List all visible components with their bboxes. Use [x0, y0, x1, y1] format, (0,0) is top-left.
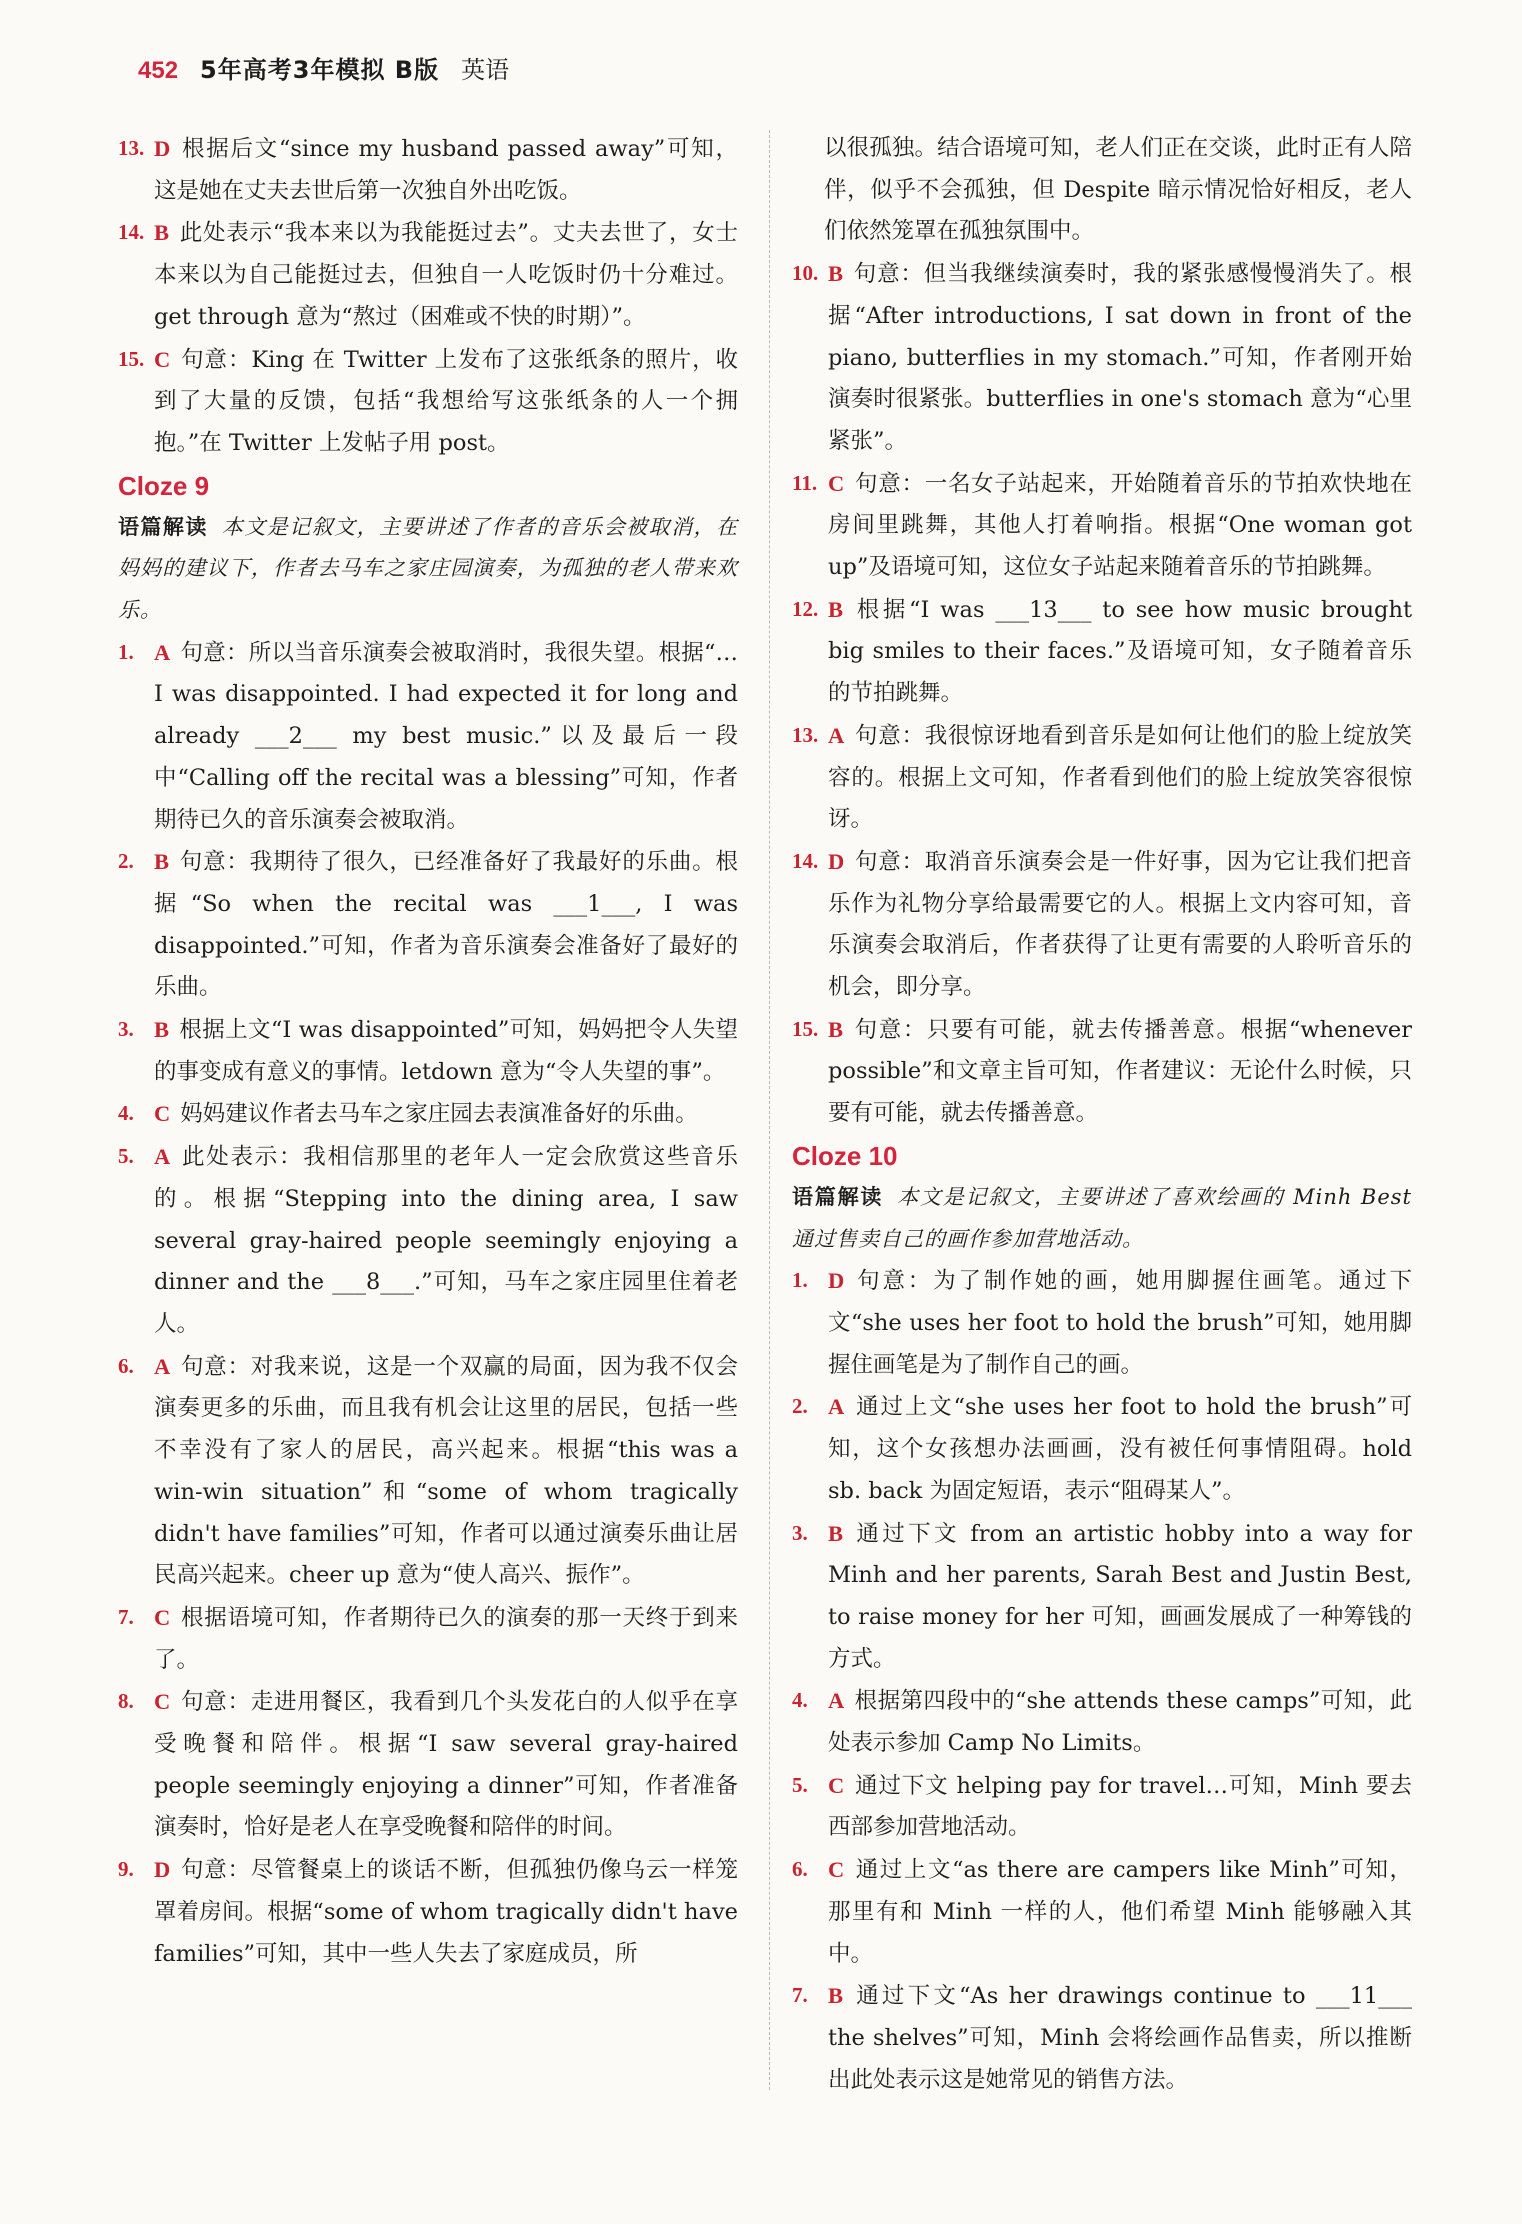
item-number: 7.: [118, 1604, 134, 1629]
reading-intro: [118, 507, 738, 632]
explanation-text: 句意：走进用餐区，我看到几个头发花白的人似乎在享受晚餐和陪伴。根据“I saw several gray-haired people seemingly enjoying a dinner”可知，作者准备演奏时，恰好是老人在享受晚餐和陪伴的时间。: [154, 1689, 738, 1841]
section-title-cloze-9: Cloze 9: [118, 470, 210, 501]
page-number: 452: [138, 57, 179, 84]
item-number: 4.: [792, 1688, 808, 1713]
explanation-text: 通过下文“As her drawings continue to ___11___ the shelves”可知，Minh 会将绘画作品售卖，所以推断出此处表示这是她常见的销售方法。: [828, 1983, 1412, 2093]
explanation-text: 句意：我期待了很久，已经准备好了我最好的乐曲。根据“So when the recital was ___1___, I was disappointed.”可知，作者为音乐演奏会准备好了最好的乐曲。: [154, 849, 738, 1001]
explanation-text: 通过下文 helping pay for travel…可知，Minh 要去西部参加营地活动。: [828, 1772, 1412, 1841]
explanation-text: 通过上文“as there are campers like Minh”可知，那里有和 Minh 一样的人，他们希望 Minh 能够融入其中。: [828, 1857, 1412, 1967]
explanation-text: 句意：取消音乐演奏会是一件好事，因为它让我们把音乐作为礼物分享给最需要它的人。根据上文内容可知，音乐演奏会取消后，作者获得了让更有需要的人聆听音乐的机会，即分享。: [828, 848, 1412, 1001]
item-number: 14.: [792, 848, 819, 873]
item-number: 15.: [792, 1016, 819, 1041]
answer-item: [118, 1681, 738, 1849]
answer-item: [118, 1597, 738, 1681]
book-title: 5年高考3年模拟 B版: [200, 56, 440, 84]
answer-item: [792, 1849, 1412, 1975]
item-number: 6.: [118, 1353, 134, 1378]
explanation-text: 句意：只要有可能，就去传播善意。根据“whenever possible”和文章主旨可知，作者建议：无论什么时候，只要有可能，就去传播善意。: [828, 1016, 1412, 1127]
answer-letter: B: [154, 220, 170, 246]
answer-item: [792, 1260, 1412, 1386]
item-number: 14.: [118, 220, 145, 245]
answer-item: [118, 128, 738, 212]
subject-label: 英语: [461, 56, 510, 84]
answer-item: [118, 632, 738, 842]
answer-item: [792, 1680, 1412, 1764]
answer-item: [792, 1975, 1412, 2101]
answer-letter: B: [828, 596, 844, 622]
answer-letter: C: [828, 1857, 845, 1883]
answer-item: [792, 715, 1412, 841]
explanation-text: 通过上文“she uses her foot to hold the brush”可知，这个女孩想办法画画，没有被任何事情阻碍。hold sb. back 为固定短语，表示“阻碍某人”。: [828, 1394, 1412, 1504]
explanation-text: 根据第四段中的“she attends these camps”可知，此处表示参加 Camp No Limits。: [828, 1688, 1412, 1757]
item-number: 10.: [792, 261, 819, 286]
answer-letter: D: [828, 1268, 845, 1294]
answer-letter: A: [828, 1394, 845, 1420]
left-column: [118, 128, 738, 1975]
answer-item: [792, 1386, 1412, 1512]
answer-letter: A: [828, 722, 845, 748]
section-title-cloze-10: Cloze 10: [792, 1140, 898, 1171]
explanation-text: 句意：尽管餐桌上的谈话不断，但孤独仍像乌云一样笼罩着房间。根据“some of whom tragically didn't have families”可知，其中一些人失去了家庭成员，所: [154, 1857, 738, 1967]
explanation-text: 此处表示“我本来以为我能挺过去”。丈夫去世了，女士本来以为自己能挺过去，但独自一人吃饭时仍十分难过。get through 意为“熬过（困难或不快的时期）”。: [154, 220, 738, 330]
item-number: 3.: [118, 1017, 134, 1042]
answer-list: [792, 253, 1412, 1135]
answer-item: [792, 1009, 1412, 1135]
answer-list: [118, 632, 738, 1976]
answer-list: [792, 1260, 1412, 2101]
intro-label: 语篇解读: [792, 1184, 884, 1209]
explanation-text: 句意：一名女子站起来，开始随着音乐的节拍欢快地在房间里跳舞，其他人打着响指。根据“One woman got up”及语境可知，这位女子站起来随着音乐的节拍跳舞。: [828, 470, 1412, 581]
answer-item: [792, 463, 1412, 589]
answer-item: [792, 1513, 1412, 1681]
answer-item: [118, 339, 738, 465]
item-number: 2.: [792, 1394, 808, 1419]
item-number: 4.: [118, 1101, 134, 1126]
answer-item: [118, 1009, 738, 1093]
answer-letter: B: [828, 1983, 844, 2009]
answer-letter: D: [154, 1857, 171, 1883]
answer-item: [792, 841, 1412, 1009]
explanation-text: 通过下文 from an artistic hobby into a way for Minh and her parents, Sarah Best and Justin Best, to raise money for her 可知，画画发展成了一种筹钱的方式。: [828, 1520, 1412, 1672]
answer-item: [792, 1765, 1412, 1849]
right-column: [792, 128, 1412, 2101]
item-number: 5.: [792, 1772, 808, 1797]
item-number: 12.: [792, 596, 819, 621]
answer-letter: A: [154, 1353, 171, 1379]
intro-text: 本文是记叙文，主要讲述了喜欢绘画的 Minh Best 通过售卖自己的画作参加营地活动。: [792, 1184, 1412, 1251]
item-number: 13.: [118, 136, 145, 160]
item-number: 8.: [118, 1689, 134, 1714]
answer-item: [792, 253, 1412, 463]
explanation-text: 句意：King 在 Twitter 上发布了这张纸条的照片，收到了大量的反馈，包括“我想给写这张纸条的人一个拥抱。”在 Twitter 上发帖子用 post。: [154, 346, 738, 456]
item-number: 3.: [792, 1520, 808, 1545]
answer-letter: A: [828, 1688, 845, 1714]
answer-item: [118, 212, 738, 338]
answer-letter: C: [154, 1101, 171, 1127]
answer-letter: C: [154, 346, 171, 372]
answer-continuation: 以很孤独。结合语境可知，老人们正在交谈，此时正有人陪伴，似乎不会孤独，但 Despite 暗示情况恰好相反，老人们依然笼罩在孤独氛围中。: [824, 135, 1412, 245]
item-number: 1.: [118, 639, 134, 664]
explanation-text: 句意：但当我继续演奏时，我的紧张感慢慢消失了。根据“After introductions, I sat down in front of the piano, butterflies in my stomach.”可知，作者刚开始演奏时很紧张。butterflies in one's stomach 意为“心里紧张”。: [828, 261, 1412, 454]
answer-letter: A: [154, 1144, 171, 1170]
answer-letter: B: [154, 849, 170, 875]
answer-item: [118, 1849, 738, 1975]
explanation-text: 句意：我很惊讶地看到音乐是如何让他们的脸上绽放笑容的。根据上文可知，作者看到他们的脸上绽放笑容很惊讶。: [828, 722, 1412, 833]
answer-letter: B: [828, 1520, 844, 1546]
answer-item: [118, 1346, 738, 1597]
answer-item: [118, 1136, 738, 1346]
answer-letter: D: [154, 136, 171, 161]
answer-item: [118, 1093, 738, 1136]
item-number: 13.: [792, 722, 819, 747]
answer-letter: A: [154, 639, 171, 665]
intro-text: 本文是记叙文，主要讲述了作者的音乐会被取消，在妈妈的建议下，作者去马车之家庄园演奏，为孤独的老人带来欢乐。: [118, 514, 739, 623]
item-number: 11.: [792, 470, 818, 495]
explanation-text: 根据后文“since my husband passed away”可知，这是她在丈夫去世后第一次独自外出吃饭。: [154, 136, 738, 204]
column-divider: [769, 130, 770, 2090]
item-number: 15.: [118, 346, 145, 371]
answer-letter: B: [828, 261, 844, 287]
item-number: 9.: [118, 1857, 134, 1882]
answer-item: [118, 841, 738, 1009]
explanation-text: 根据“I was ___13___ to see how music brought big smiles to their faces.”及语境可知，女子随着音乐的节拍跳舞。: [828, 596, 1412, 707]
answer-letter: C: [154, 1604, 171, 1630]
item-number: 6.: [792, 1857, 808, 1882]
explanation-text: 根据语境可知，作者期待已久的演奏的那一天终于到来了。: [154, 1604, 738, 1673]
item-number: 1.: [792, 1268, 808, 1293]
item-number: 5.: [118, 1144, 134, 1169]
explanation-text: 句意：对我来说，这是一个双赢的局面，因为我不仅会演奏更多的乐曲，而且我有机会让这里的居民，包括一些不幸没有了家人的居民，高兴起来。根据“this was a win-win situation”和“some of whom tragically didn't have families”可知，作者可以通过演奏乐曲让居民高兴起来。cheer up 意为“使人高兴、振作”。: [154, 1353, 738, 1589]
answer-letter: C: [828, 1772, 845, 1798]
explanation-text: 此处表示：我相信那里的老年人一定会欣赏这些音乐的。根据“Stepping into the dining area, I saw several gray-haired people seemingly enjoying a dinner and the ___8___.”可知，马车之家庄园里住着老人。: [154, 1144, 738, 1337]
answer-list: [118, 128, 738, 465]
item-number: 7.: [792, 1983, 808, 2008]
intro-label: 语篇解读: [118, 514, 208, 539]
explanation-text: 根据上文“I was disappointed”可知，妈妈把令人失望的事变成有意义的事情。letdown 意为“令人失望的事”。: [154, 1017, 738, 1085]
page-header: [138, 50, 509, 90]
reading-intro: [792, 1177, 1412, 1260]
item-number: 2.: [118, 849, 134, 874]
answer-letter: B: [154, 1017, 170, 1043]
explanation-text: 句意：所以当音乐演奏会被取消时，我很失望。根据“…I was disappointed. I had expected it for long and already ___2___ my best music.”以及最后一段中“Calling off the recital was a blessing”可知，作者期待已久的音乐演奏会被取消。: [154, 639, 738, 833]
answer-letter: B: [828, 1016, 844, 1042]
answer-letter: D: [828, 848, 845, 874]
answer-letter: C: [828, 470, 845, 496]
answer-item: [792, 589, 1412, 715]
explanation-text: 妈妈建议作者去马车之家庄园去表演准备好的乐曲。: [180, 1101, 698, 1128]
answer-letter: C: [154, 1689, 171, 1715]
explanation-text: 句意：为了制作她的画，她用脚握住画笔。通过下文“she uses her foot to hold the brush”可知，她用脚握住画笔是为了制作自己的画。: [828, 1268, 1412, 1378]
